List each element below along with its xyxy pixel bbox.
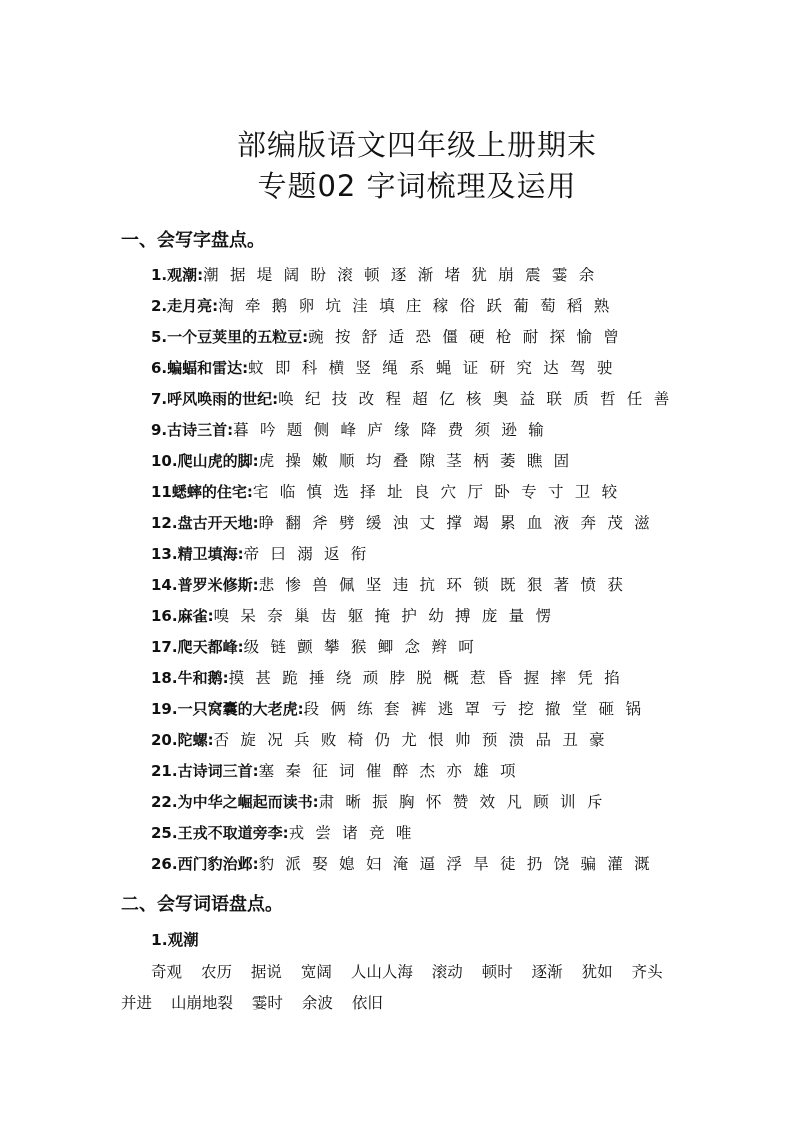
lesson-title: 26.西门豹治邺: [151, 855, 259, 873]
lesson-chars: 肃 晰 振 胸 怀 赞 效 凡 顾 训 斥 [318, 793, 606, 811]
lesson-title: 6.蝙蝠和雷达: [151, 359, 249, 377]
char-row [151, 477, 771, 508]
lesson-title: 19.一只窝囊的大老虎: [151, 700, 304, 718]
lesson-title: 10.爬山虎的脚: [151, 452, 259, 470]
vocab-word: 人山人海 [350, 963, 413, 981]
vocab-word: 山崩地裂 [170, 994, 233, 1012]
word-list [121, 957, 671, 1019]
vocab-word: 据说 [250, 963, 282, 981]
vocab-word: 奇观 [151, 963, 183, 981]
lesson-title: 14.普罗米修斯: [151, 576, 259, 594]
char-row [151, 663, 771, 694]
vocab-word: 霎时 [251, 994, 283, 1012]
vocab-word: 顿时 [481, 963, 513, 981]
char-row [151, 539, 771, 570]
char-row [151, 415, 771, 446]
lesson-title: 16.麻雀: [151, 607, 214, 625]
lesson-title: 25.王戎不取道旁李: [151, 824, 289, 842]
lesson-title: 2.走月亮: [151, 297, 219, 315]
lesson-chars: 睁 翻 斧 劈 缓 浊 丈 撑 竭 累 血 液 奔 茂 滋 [258, 514, 653, 532]
lesson-chars: 悲 惨 兽 佩 坚 违 抗 环 锁 既 狠 著 愤 获 [258, 576, 627, 594]
lesson-title: 22.为中华之崛起而读书: [151, 793, 319, 811]
vocab-word: 农历 [200, 963, 232, 981]
lesson-chars: 嗅 呆 奈 巢 齿 躯 掩 护 幼 搏 庞 量 愣 [213, 607, 555, 625]
char-row [151, 322, 771, 353]
char-row [151, 291, 771, 322]
char-row [151, 446, 771, 477]
char-row [151, 632, 771, 663]
page-subtitle: 专题02 字词梳理及运用 [257, 169, 577, 203]
vocab-word: 齐头并进 [121, 963, 663, 1012]
lesson-title: 13.精卫填海: [151, 545, 244, 563]
lesson-chars: 段 俩 练 套 裤 逃 罩 亏 挖 撤 堂 砸 锅 [303, 700, 645, 718]
vocab-word: 依旧 [351, 994, 383, 1012]
lesson-chars: 蚊 即 科 横 竖 绳 系 蝇 证 研 究 达 驾 驶 [248, 359, 616, 377]
lesson-chars: 否 旋 况 兵 败 椅 仍 尤 恨 帅 预 溃 品 丑 豪 [213, 731, 608, 749]
lesson-title: 11蟋蟀的住宅: [151, 483, 253, 501]
lesson-chars: 虎 操 嫩 顺 均 叠 隙 茎 柄 萎 瞧 固 [258, 452, 573, 470]
char-row [151, 508, 771, 539]
section-heading-words: 二、会写词语盘点。 [121, 894, 283, 915]
vocab-word: 宽阔 [300, 963, 332, 981]
char-row [151, 353, 771, 384]
lesson-chars: 摸 甚 跪 捶 绕 顽 脖 脱 概 惹 昏 握 摔 凭 掐 [228, 669, 623, 687]
lesson-title: 9.古诗三首: [151, 421, 234, 439]
char-row [151, 756, 771, 787]
lesson-chars: 暮 吟 题 侧 峰 庐 缘 降 费 须 逊 输 [233, 421, 547, 439]
char-row [151, 787, 771, 818]
char-row [151, 725, 771, 756]
char-row [151, 694, 771, 725]
lesson-label: 1.观潮 [151, 931, 199, 949]
section-heading-chars: 一、会写字盘点。 [121, 230, 265, 251]
lesson-title: 17.爬天都峰: [151, 638, 244, 656]
lesson-chars: 豹 派 娶 媳 妇 淹 逼 浮 旱 徒 扔 饶 骗 灌 溉 [258, 855, 653, 873]
lesson-chars: 豌 按 舒 适 恐 僵 硬 枪 耐 探 愉 曾 [308, 328, 622, 346]
lesson-chars: 塞 秦 征 词 催 醉 杰 亦 雄 项 [258, 762, 519, 780]
char-row [151, 601, 771, 632]
lesson-title: 21.古诗词三首: [151, 762, 259, 780]
lesson-title: 7.呼风唤雨的世纪: [151, 390, 279, 408]
char-row [151, 260, 771, 291]
char-row [151, 818, 771, 849]
page-title: 部编版语文四年级上册期末 [236, 128, 597, 162]
lesson-chars: 帝 曰 溺 返 衔 [243, 545, 370, 563]
lesson-chars: 级 链 颤 攀 猴 鲫 念 辫 呵 [243, 638, 477, 656]
lesson-title: 18.牛和鹅: [151, 669, 229, 687]
lesson-chars: 唤 纪 技 改 程 超 亿 核 奥 益 联 质 哲 任 善 [278, 390, 673, 408]
vocab-word: 犹如 [581, 963, 613, 981]
lesson-chars: 潮 据 堤 阔 盼 滚 顿 逐 渐 堵 犹 崩 震 霎 余 [203, 266, 598, 284]
lesson-title: 20.陀螺: [151, 731, 214, 749]
lesson-chars: 宅 临 慎 选 择 址 良 穴 厅 卧 专 寸 卫 较 [252, 483, 621, 501]
char-list [151, 260, 771, 880]
vocab-word: 余波 [301, 994, 333, 1012]
lesson-title: 12.盘古开天地: [151, 514, 259, 532]
vocab-word: 逐渐 [531, 963, 563, 981]
lesson-title: 1.观潮: [151, 266, 204, 284]
char-row [151, 384, 771, 415]
lesson-chars: 淘 牵 鹅 卵 坑 洼 填 庄 稼 俗 跃 葡 萄 稻 熟 [218, 297, 613, 315]
lesson-title: 5.一个豆荚里的五粒豆: [151, 328, 309, 346]
vocab-word: 滚动 [431, 963, 463, 981]
char-row [151, 849, 771, 880]
char-row [151, 570, 771, 601]
lesson-chars: 戎 尝 诸 竞 唯 [288, 824, 415, 842]
